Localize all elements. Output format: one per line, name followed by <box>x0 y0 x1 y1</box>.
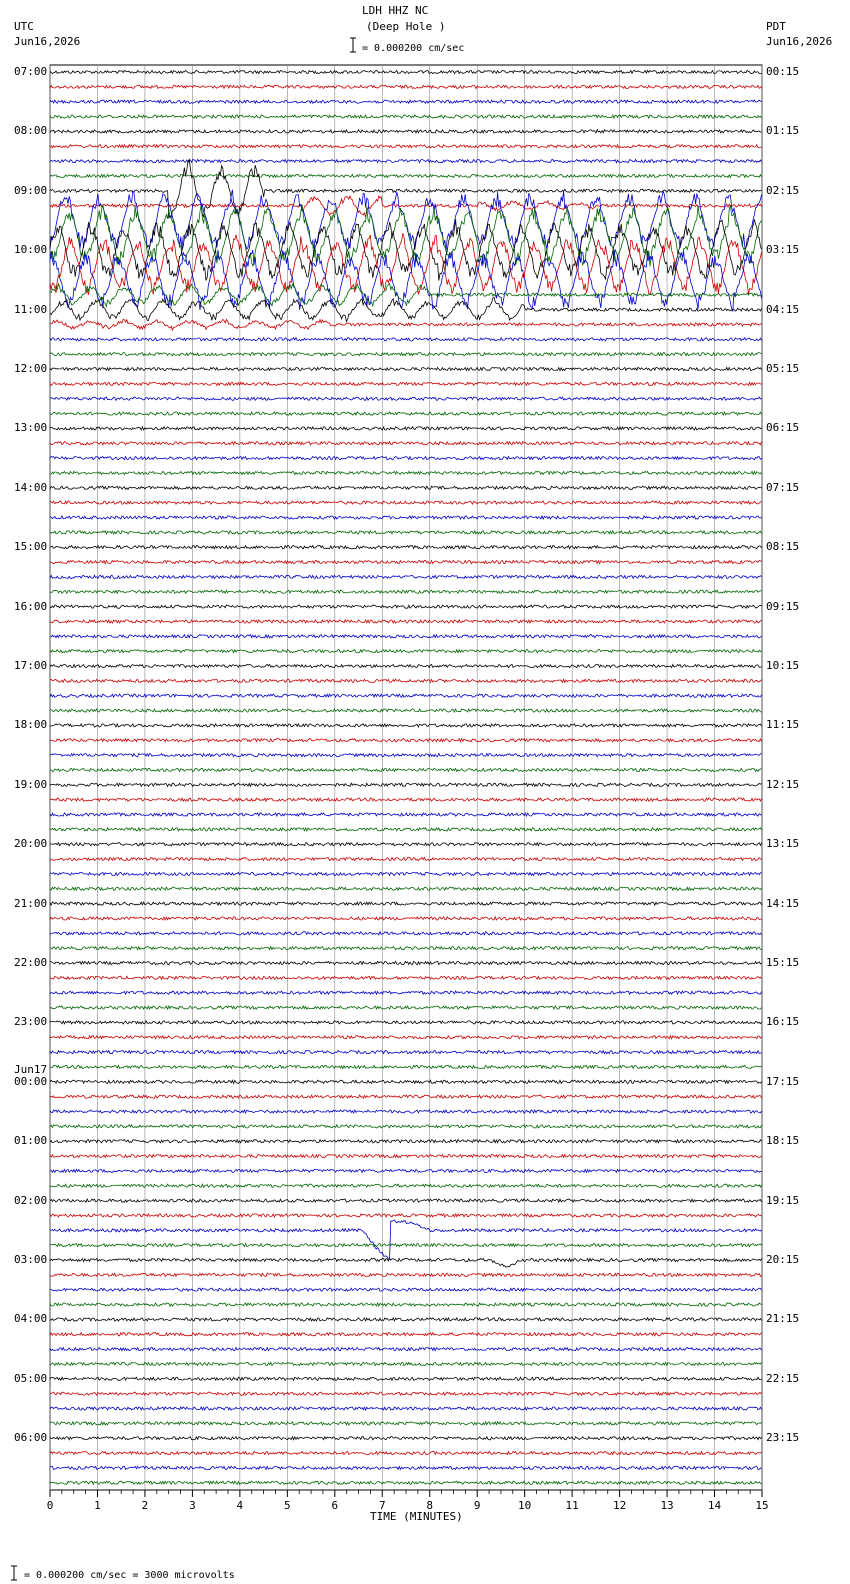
footer-scale-note <box>2 1569 235 1582</box>
trace-line <box>50 1125 762 1128</box>
pdt-hour-label: 19:15 <box>766 1193 800 1207</box>
trace-line <box>50 1199 762 1202</box>
x-tick-label: 15 <box>755 1499 769 1512</box>
utc-hour-label: 10:00 <box>14 243 48 257</box>
scale-label: = 0.000200 cm/sec <box>362 43 465 54</box>
trace-line <box>50 1140 762 1143</box>
pdt-hour-label: 08:15 <box>766 540 800 554</box>
trace-line <box>50 768 762 771</box>
x-tick-label: 0 <box>46 1499 54 1512</box>
trace-line <box>50 724 762 727</box>
trace-line <box>50 1392 762 1395</box>
trace-line <box>50 457 762 460</box>
trace-line <box>50 635 762 638</box>
utc-hour-label: 21:00 <box>14 896 48 910</box>
trace-line <box>50 130 762 133</box>
trace-line <box>50 1452 762 1455</box>
pdt-hour-label: 12:15 <box>766 777 800 791</box>
pdt-hour-label: 10:15 <box>766 659 800 672</box>
trace-line <box>50 367 762 370</box>
trace-line <box>50 1303 762 1306</box>
utc-hour-label: 00:00 <box>14 1074 48 1088</box>
utc-hour-label: 08:00 <box>14 124 48 138</box>
trace-line <box>50 605 762 608</box>
trace-line <box>50 961 762 964</box>
station-subtitle: (Deep Hole ) <box>366 20 446 33</box>
trace-line <box>50 887 762 890</box>
trace-line <box>50 679 762 682</box>
trace-line <box>50 843 762 846</box>
trace-line <box>50 1362 762 1365</box>
trace-line <box>50 1184 762 1187</box>
trace-line <box>50 1288 762 1291</box>
x-tick-label: 12 <box>612 1499 627 1512</box>
pdt-hour-label: 21:15 <box>766 1312 800 1326</box>
right-timezone: PDT <box>766 20 786 33</box>
x-tick-label: 8 <box>426 1499 434 1512</box>
left-date: Jun16,2026 <box>14 35 81 48</box>
utc-hour-label: 23:00 <box>14 1015 48 1029</box>
trace-line <box>50 798 762 801</box>
utc-hour-label: 09:00 <box>14 183 48 197</box>
trace-line <box>50 917 762 920</box>
utc-hour-label: 07:00 <box>14 65 48 78</box>
trace-line <box>50 1377 762 1380</box>
trace-line <box>50 1481 762 1484</box>
pdt-hour-label: 20:15 <box>766 1253 800 1266</box>
pdt-hour-label: 16:15 <box>766 1015 800 1029</box>
trace-line <box>50 204 762 266</box>
pdt-hour-label: 13:15 <box>766 837 800 851</box>
x-tick-label: 14 <box>707 1499 722 1512</box>
trace-line <box>50 1065 762 1068</box>
pdt-hour-label: 02:15 <box>766 183 800 197</box>
trace-line <box>50 664 762 667</box>
trace-line <box>50 397 762 400</box>
right-date: Jun16,2026 <box>766 35 833 48</box>
utc-hour-label: 05:00 <box>14 1371 48 1385</box>
pdt-hour-label: 04:15 <box>766 302 800 316</box>
trace-line <box>50 160 762 163</box>
trace-line <box>50 872 762 875</box>
pdt-hour-label: 01:15 <box>766 124 800 138</box>
trace-line <box>50 739 762 742</box>
utc-hour-label: 14:00 <box>14 480 48 494</box>
utc-hour-label: 22:00 <box>14 956 48 969</box>
trace-line <box>50 159 762 217</box>
x-tick-label: 5 <box>284 1499 291 1512</box>
trace-line <box>50 1437 762 1440</box>
x-tick-label: 11 <box>565 1499 579 1512</box>
pdt-hour-label: 09:15 <box>766 599 800 613</box>
trace-line <box>50 442 762 445</box>
trace-line <box>50 1021 762 1024</box>
trace-line <box>50 1110 762 1113</box>
trace-line <box>50 100 762 103</box>
footer-scale-text: = 0.000200 cm/sec = 3000 microvolts <box>24 1570 235 1581</box>
utc-hour-label: 17:00 <box>14 659 48 672</box>
trace-line <box>50 1036 762 1039</box>
trace-line <box>50 501 762 504</box>
x-tick-label: 4 <box>236 1499 244 1512</box>
pdt-hour-label: 23:15 <box>766 1431 800 1445</box>
pdt-hour-label: 00:15 <box>766 65 800 78</box>
station-title: LDH HHZ NC <box>362 4 429 17</box>
trace-line <box>50 1407 762 1410</box>
pdt-hour-label: 07:15 <box>766 480 800 494</box>
trace-line <box>50 1422 762 1425</box>
utc-hour-label: 12:00 <box>14 362 48 375</box>
trace-line <box>50 1348 762 1351</box>
trace-group <box>50 70 762 1484</box>
trace-line <box>50 902 762 905</box>
trace-line <box>50 1214 762 1217</box>
x-tick-label: 10 <box>518 1499 532 1512</box>
trace-line <box>50 991 762 994</box>
trace-line <box>50 1006 762 1009</box>
x-tick-label: 7 <box>378 1499 386 1512</box>
trace-line <box>50 382 762 385</box>
trace-line <box>50 976 762 979</box>
trace-line <box>50 427 762 430</box>
trace-line <box>50 319 762 330</box>
trace-line <box>50 1051 762 1054</box>
utc-hour-label: 03:00 <box>14 1253 48 1266</box>
x-tick-label: 6 <box>331 1499 339 1512</box>
trace-line <box>50 190 762 252</box>
trace-line <box>50 1169 762 1172</box>
trace-line <box>50 709 762 712</box>
x-axis-label: TIME (MINUTES) <box>370 1510 463 1523</box>
x-tick-label: 1 <box>94 1499 101 1512</box>
trace-line <box>50 1258 762 1267</box>
trace-line <box>50 145 762 148</box>
trace-line <box>50 947 762 950</box>
pdt-hour-label: 05:15 <box>766 362 800 375</box>
trace-line <box>50 1273 762 1276</box>
trace-line <box>50 783 762 786</box>
utc-hour-label: 18:00 <box>14 718 48 732</box>
x-tick-label: 13 <box>660 1499 674 1512</box>
utc-hour-label: 16:00 <box>14 599 48 613</box>
trace-line <box>50 1155 762 1158</box>
trace-line <box>50 590 762 593</box>
pdt-hour-label: 18:15 <box>766 1134 800 1148</box>
trace-line <box>50 70 762 73</box>
pdt-hour-label: 06:15 <box>766 421 800 435</box>
utc-hour-label: 15:00 <box>14 540 48 554</box>
utc-hour-label: 11:00 <box>14 302 48 316</box>
x-tick-label: 3 <box>189 1499 196 1512</box>
trace-line <box>50 1318 762 1321</box>
scale-bar-icon <box>350 38 356 52</box>
trace-line <box>50 1466 762 1469</box>
pdt-hour-label: 11:15 <box>766 718 800 732</box>
utc-hour-label: 04:00 <box>14 1312 48 1326</box>
x-tick-label: 2 <box>141 1499 149 1512</box>
trace-line <box>50 338 762 341</box>
trace-line <box>50 531 762 534</box>
trace-line <box>50 516 762 519</box>
x-axis-ticks <box>47 1490 769 1512</box>
utc-hour-label: 13:00 <box>14 421 48 435</box>
utc-hour-label: 06:00 <box>14 1431 48 1445</box>
x-tick-label: 9 <box>473 1499 481 1512</box>
trace-line <box>50 1244 762 1247</box>
trace-line <box>50 546 762 549</box>
trace-line <box>50 412 762 415</box>
trace-line <box>50 353 762 356</box>
trace-line <box>50 828 762 831</box>
trace-line <box>50 561 762 564</box>
trace-line <box>50 250 762 311</box>
trace-line <box>50 1333 762 1336</box>
trace-line <box>50 174 762 177</box>
pdt-hour-label: 17:15 <box>766 1074 800 1088</box>
utc-hour-label: 02:00 <box>14 1193 48 1207</box>
trace-line <box>50 754 762 757</box>
trace-line <box>50 694 762 697</box>
pdt-hour-label: 14:15 <box>766 896 800 910</box>
date-change-label: Jun17 <box>14 1063 48 1076</box>
trace-line <box>50 1095 762 1098</box>
trace-line <box>50 1220 762 1259</box>
pdt-hour-label: 22:15 <box>766 1371 800 1385</box>
pdt-hour-label: 15:15 <box>766 956 800 969</box>
trace-line <box>50 85 762 88</box>
trace-line <box>50 471 762 474</box>
trace-line <box>50 813 762 816</box>
trace-line <box>50 858 762 861</box>
trace-line <box>50 932 762 935</box>
trace-line <box>50 575 762 578</box>
left-timezone: UTC <box>14 20 34 33</box>
trace-line <box>50 297 762 321</box>
utc-hour-label: 01:00 <box>14 1134 48 1148</box>
trace-line <box>50 620 762 623</box>
utc-hour-label: 20:00 <box>14 837 48 851</box>
trace-line <box>50 486 762 489</box>
trace-line <box>50 650 762 653</box>
trace-line <box>50 1080 762 1083</box>
trace-line <box>50 115 762 118</box>
utc-hour-label: 19:00 <box>14 777 48 791</box>
pdt-hour-label: 03:15 <box>766 243 800 257</box>
